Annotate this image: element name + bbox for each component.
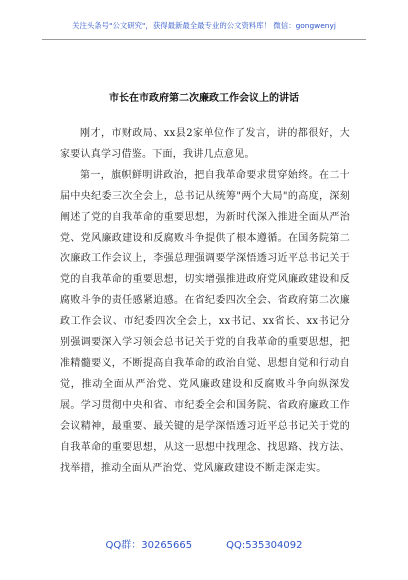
header-divider (42, 39, 366, 40)
body-paragraph: 刚才，市财政局、xx县2家单位作了发言，讲的都很好，大家要认真学习借鉴。下面，我讲几点意见。 (60, 128, 350, 160)
qq-contact-number: QQ:535304092 (226, 540, 303, 551)
qq-group-number: QQ群：30265665 (105, 540, 193, 551)
document-title: 市长在市政府第二次廉政工作会议上的讲话 (109, 93, 299, 104)
body-paragraph: 第一，旗帜鲜明讲政治，把自我革命要求贯穿始终。在二十届中央纪委三次全会上，总书记从统筹"两个大局"的高度，深刻阐述了党的自我革命的重要思想，为新时代深入推进全面从严治党、党风廉政建设和反腐败斗争提供了根本遵循。在国务院第二次廉政工作会议上，李强总理强调要学深悟透习近平总书记关于党的自我革命的重要思想，切实增强推进政府党风廉政建设和反腐败斗争的责任感紧迫感。在省纪委四次全会、省政府第二次廉政工作会议、市纪委四次全会上，xx书记、xx省长、xx书记分别强调要深入学习领会总书记关于党的自我革命的重要思想，把准精髓要义，不断提高自我革命的政治自觉、思想自觉和行动自觉，推动全面从严治党、党风廉政建设和反腐败斗争向纵深发展。学习贯彻中央和省、市纪委全会和国务院、省政府廉政工作会议精神，最重要、最关键的是学深悟透习近平总书记关于党的自我革命的重要思想，从这一思想中找理念、找思路、找方法、找举措，推动全面从严治党、党风廉政建设不断走深走实。 (60, 169, 350, 474)
page-header: 关注头条号"公文研究"，获得最新最全最专业的公文资料库！ 微信：gongwenyj (72, 21, 336, 30)
document-body (60, 124, 350, 479)
page-footer (0, 536, 408, 551)
